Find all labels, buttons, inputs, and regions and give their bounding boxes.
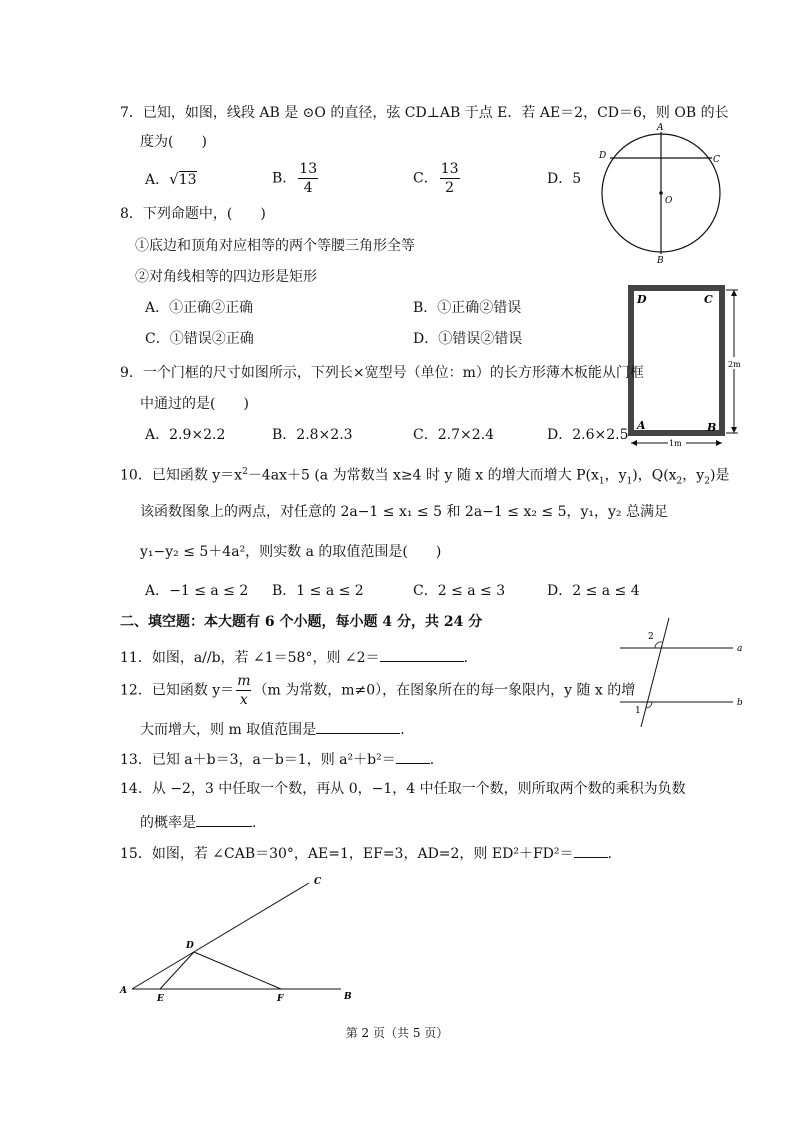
circle-label-c: C bbox=[713, 155, 720, 165]
q12-suffix: （m 为常数，m≠0），在图象所在的每一象限内，y 随 x 的增 bbox=[253, 682, 636, 699]
door-width-label: 1m bbox=[669, 439, 682, 448]
tri-label-d: D bbox=[186, 941, 194, 951]
q14-end: . bbox=[252, 815, 257, 831]
door-label-c: C bbox=[704, 293, 713, 306]
q15-end: . bbox=[607, 846, 612, 862]
circle-label-b: B bbox=[657, 256, 664, 266]
tri-label-a: A bbox=[120, 986, 127, 996]
tri-label-b: B bbox=[344, 992, 352, 1002]
angle-label-2: 2 bbox=[648, 632, 654, 642]
q7-option-d: D．5 bbox=[547, 171, 582, 187]
q12-line1 bbox=[120, 672, 635, 709]
q10-line1-part-a: 10．已知函数 y＝x bbox=[120, 467, 243, 484]
q8-option-b: B．①正确②错误 bbox=[413, 300, 522, 316]
q9-option-c: C．2.7×2.4 bbox=[413, 427, 494, 443]
q12-line2 bbox=[140, 719, 405, 739]
section-2-heading: 二、填空题：本大题有 6 个小题，每小题 4 分，共 24 分 bbox=[120, 614, 483, 630]
door-height-label: 2m bbox=[728, 360, 741, 369]
q10-line1-part-c: ，y bbox=[604, 467, 627, 484]
q14-line2 bbox=[140, 812, 256, 832]
q7-option-a-value: 13 bbox=[178, 172, 197, 188]
q12-end: . bbox=[400, 722, 405, 738]
q7-option-c-denominator: 2 bbox=[445, 180, 455, 196]
q7-option-b-label: B． bbox=[272, 170, 297, 187]
q10-option-d: D．2 ≤ a ≤ 4 bbox=[547, 583, 640, 599]
q13-end: . bbox=[429, 752, 435, 768]
q7-option-a: A．√13 bbox=[145, 170, 197, 188]
q8-option-c: C．①错误②正确 bbox=[145, 331, 254, 347]
q7-line1: 7．已知，如图，线段 AB 是 ⊙O 的直径，弦 CD⊥AB 于点 E．若 AE＝2，CD＝6，则 OB 的长 bbox=[120, 105, 729, 121]
q10-line1-part-d: )，Q(x bbox=[632, 467, 677, 484]
q8-statement-2: ②对角线相等的四边形是矩形 bbox=[135, 269, 317, 285]
q8-line1: 8．下列命题中，( ) bbox=[120, 206, 266, 222]
q8-statement-1: ①底边和顶角对应相等的两个等腰三角形全等 bbox=[135, 238, 415, 254]
q15-text: 15．如图，若 ∠CAB＝30°，AE=1，EF=3，AD=2，则 ED²＋FD²＝ bbox=[120, 846, 574, 862]
q12-numerator: m bbox=[237, 673, 251, 689]
door-label-a: A bbox=[637, 419, 646, 432]
angle-triangle-figure bbox=[115, 872, 365, 1007]
q10-line3: y₁−y₂ ≤ 5＋4a²，则实数 a 的取值范围是( ) bbox=[140, 544, 442, 560]
angle-label-1: 1 bbox=[635, 706, 641, 716]
q7-option-b-denominator: 4 bbox=[303, 180, 313, 196]
q11-text: 11．如图，a//b，若 ∠1＝58°，则 ∠2＝ bbox=[120, 650, 380, 666]
q9-line1: 9．一个门框的尺寸如图所示，下列长×宽型号（单位：m）的长方形薄木板能从门框 bbox=[120, 365, 644, 381]
q10-line1-part-f: )是 bbox=[709, 467, 730, 484]
page-footer: 第 2 页（共 5 页） bbox=[345, 1026, 449, 1040]
q11 bbox=[120, 647, 468, 667]
door-label-d: D bbox=[637, 293, 647, 306]
q15-blank[interactable] bbox=[574, 843, 608, 858]
q8-option-a: A．①正确②正确 bbox=[145, 300, 254, 316]
q7-option-c bbox=[413, 160, 462, 197]
q9-line2: 中通过的是( ) bbox=[140, 396, 249, 412]
q7-option-b bbox=[272, 160, 320, 197]
circle-label-d: D bbox=[599, 151, 607, 161]
q12-prefix: 12．已知函数 y＝ bbox=[120, 682, 235, 699]
q13-blank[interactable] bbox=[396, 749, 430, 764]
q15 bbox=[120, 843, 612, 863]
q14-line2-text: 的概率是 bbox=[140, 815, 196, 831]
q12-denominator: x bbox=[239, 692, 248, 708]
door-frame-figure bbox=[628, 285, 746, 450]
q10-line1-part-b: －4ax＋5 (a 为常数当 x≥4 时 y 随 x 的增大而增大 P(x bbox=[247, 467, 599, 484]
circle-figure bbox=[595, 118, 730, 268]
q10-option-c: C．2 ≤ a ≤ 3 bbox=[413, 583, 506, 599]
q9-option-d: D．2.6×2.5 bbox=[547, 427, 629, 443]
door-label-b: B bbox=[707, 421, 717, 434]
q14-line1: 14．从 −2，3 中任取一个数，再从 0，−1，4 中任取一个数，则所取两个数的乘积为负数 bbox=[120, 781, 686, 797]
q7-option-b-numerator: 13 bbox=[299, 161, 318, 177]
line-label-a: a bbox=[737, 644, 743, 654]
q8-option-d: D．①错误②错误 bbox=[413, 331, 523, 347]
q9-option-a: A．2.9×2.2 bbox=[145, 427, 226, 443]
circle-label-o: O bbox=[665, 196, 673, 206]
q9-option-b: B．2.8×2.3 bbox=[272, 427, 353, 443]
q12-line2-text: 大而增大，则 m 取值范围是 bbox=[140, 722, 317, 738]
tri-label-f: F bbox=[277, 994, 284, 1004]
q10-line2: 该函数图象上的两点，对任意的 2a−1 ≤ x₁ ≤ 5 和 2a−1 ≤ x₂ ≤ 5，y₁，y₂ 总满足 bbox=[140, 504, 668, 520]
tri-label-e: E bbox=[157, 994, 164, 1004]
circle-label-a: A bbox=[657, 123, 664, 133]
line-label-b: b bbox=[737, 698, 743, 708]
q7-option-a-label: A． bbox=[145, 172, 170, 188]
q11-end: . bbox=[463, 650, 468, 666]
q13-text: 13．已知 a＋b＝3，a－b＝1，则 a²＋b²＝ bbox=[120, 752, 396, 768]
q10-line1: 10．已知函数 $y=x^2-4ax+5$ (a 为常数当 x≥4 时 y 随 x 的增大而增大 $P(x_1$，$y_1$)，$Q(x_2$，$y_2$)是 bbox=[120, 467, 730, 487]
q7-option-c-label: C． bbox=[413, 170, 438, 187]
q10-line1-part-e: ，y bbox=[682, 467, 705, 484]
q7-line2: 度为( ) bbox=[140, 134, 207, 150]
q10-option-b: B．1 ≤ a ≤ 2 bbox=[272, 583, 364, 599]
q13 bbox=[120, 749, 434, 769]
q12-blank[interactable] bbox=[316, 719, 400, 734]
q10-option-a: A．−1 ≤ a ≤ 2 bbox=[145, 583, 249, 599]
tri-label-c: C bbox=[314, 877, 322, 887]
q11-blank[interactable] bbox=[380, 647, 464, 662]
q14-blank[interactable] bbox=[196, 812, 252, 827]
q7-option-c-numerator: 13 bbox=[440, 161, 459, 177]
